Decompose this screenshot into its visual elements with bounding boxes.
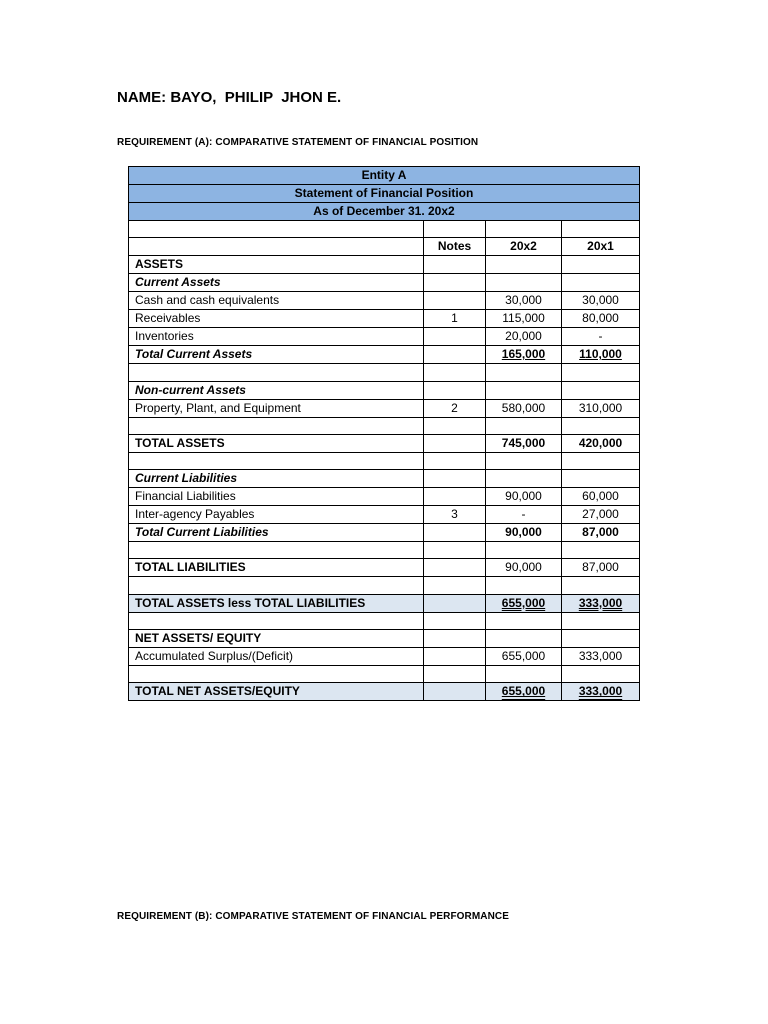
subsection-noncurrent-assets-row — [129, 381, 640, 399]
row-value-20x2: - — [486, 506, 562, 524]
year-20x1-column-header: 20x1 — [562, 238, 640, 256]
subsection-current-assets-row — [129, 274, 640, 292]
entity-name: Entity A — [129, 167, 640, 185]
subsection-label: Current Assets — [129, 274, 424, 292]
requirement-b-heading: REQUIREMENT (B): COMPARATIVE STATEMENT OF FINANCIAL PERFORMANCE — [117, 911, 510, 922]
subsection-current-liabilities-row — [129, 470, 640, 488]
row-label: TOTAL NET ASSETS/EQUITY — [129, 683, 424, 701]
row-notes: 1 — [424, 310, 486, 328]
blank-row — [129, 364, 640, 381]
subsection-label: Current Liabilities — [129, 470, 424, 488]
table-row — [129, 292, 640, 310]
blank-row — [129, 221, 640, 238]
row-value-20x1: 80,000 — [562, 310, 640, 328]
section-assets-row — [129, 256, 640, 274]
row-value-20x1: 310,000 — [562, 399, 640, 417]
row-notes — [424, 328, 486, 346]
blank-row — [129, 612, 640, 629]
section-label: ASSETS — [129, 256, 424, 274]
row-value-20x2: 580,000 — [486, 399, 562, 417]
row-value-20x1: - — [562, 328, 640, 346]
header-date-row — [129, 203, 640, 221]
row-value-20x2: 165,000 — [501, 347, 546, 362]
row-value-20x2: 115,000 — [486, 310, 562, 328]
column-header-row — [129, 238, 640, 256]
row-label: Receivables — [129, 310, 424, 328]
blank-row — [129, 577, 640, 594]
table-row — [129, 399, 640, 417]
row-value-20x2: 655,000 — [501, 684, 546, 699]
row-value-20x2: 655,000 — [486, 648, 562, 666]
row-label: Accumulated Surplus/(Deficit) — [129, 648, 424, 666]
row-value-20x1: 110,000 — [579, 347, 622, 362]
row-value-20x1: 27,000 — [562, 506, 640, 524]
total-current-assets-row — [129, 346, 640, 364]
row-value-20x1: 333,000 — [578, 684, 623, 699]
row-notes — [424, 292, 486, 310]
row-label: Cash and cash equivalents — [129, 292, 424, 310]
table-row — [129, 648, 640, 666]
table-row — [129, 328, 640, 346]
table-row — [129, 506, 640, 524]
row-value-20x2: 90,000 — [486, 559, 562, 577]
year-20x2-column-header: 20x2 — [486, 238, 562, 256]
blank-row — [129, 666, 640, 683]
row-label: TOTAL LIABILITIES — [129, 559, 424, 577]
row-label: Financial Liabilities — [129, 488, 424, 506]
row-value-20x1: 87,000 — [562, 559, 640, 577]
row-notes: 3 — [424, 506, 486, 524]
notes-column-header: Notes — [424, 238, 486, 256]
row-value-20x2: 20,000 — [486, 328, 562, 346]
assets-less-liabilities-row — [129, 594, 640, 612]
total-net-assets-row — [129, 683, 640, 701]
row-label: Total Current Assets — [129, 346, 424, 364]
row-value-20x1: 87,000 — [562, 524, 640, 542]
row-notes — [424, 488, 486, 506]
requirement-a-heading: REQUIREMENT (A): COMPARATIVE STATEMENT OF FINANCIAL POSITION — [117, 137, 479, 148]
row-notes — [424, 648, 486, 666]
blank-row — [129, 417, 640, 434]
table-row — [129, 310, 640, 328]
row-value-20x1: 333,000 — [578, 595, 623, 610]
row-value-20x1: 420,000 — [562, 434, 640, 452]
student-name: NAME: BAYO, PHILIP JHON E. — [117, 89, 342, 106]
row-value-20x2: 745,000 — [486, 434, 562, 452]
header-entity-row — [129, 167, 640, 185]
subsection-label: Non-current Assets — [129, 381, 424, 399]
row-label: Total Current Liabilities — [129, 524, 424, 542]
section-net-assets-row — [129, 630, 640, 648]
row-value-20x2: 30,000 — [486, 292, 562, 310]
row-notes: 2 — [424, 399, 486, 417]
header-title-row — [129, 185, 640, 203]
row-value-20x2: 90,000 — [486, 488, 562, 506]
row-label: TOTAL ASSETS less TOTAL LIABILITIES — [129, 594, 424, 612]
row-value-20x1: 60,000 — [562, 488, 640, 506]
statement-of-financial-position-table — [128, 166, 640, 701]
row-value-20x1: 30,000 — [562, 292, 640, 310]
statement-date: As of December 31. 20x2 — [129, 203, 640, 221]
total-liabilities-row — [129, 559, 640, 577]
row-value-20x2: 655,000 — [501, 595, 546, 610]
total-assets-row — [129, 434, 640, 452]
row-label: Inter-agency Payables — [129, 506, 424, 524]
blank-row — [129, 452, 640, 469]
table-row — [129, 488, 640, 506]
row-label: TOTAL ASSETS — [129, 434, 424, 452]
row-label: Property, Plant, and Equipment — [129, 399, 424, 417]
row-label: Inventories — [129, 328, 424, 346]
total-current-liabilities-row — [129, 524, 640, 542]
blank-row — [129, 542, 640, 559]
statement-title: Statement of Financial Position — [129, 185, 640, 203]
row-value-20x2: 90,000 — [486, 524, 562, 542]
row-value-20x1: 333,000 — [562, 648, 640, 666]
section-label: NET ASSETS/ EQUITY — [129, 630, 424, 648]
